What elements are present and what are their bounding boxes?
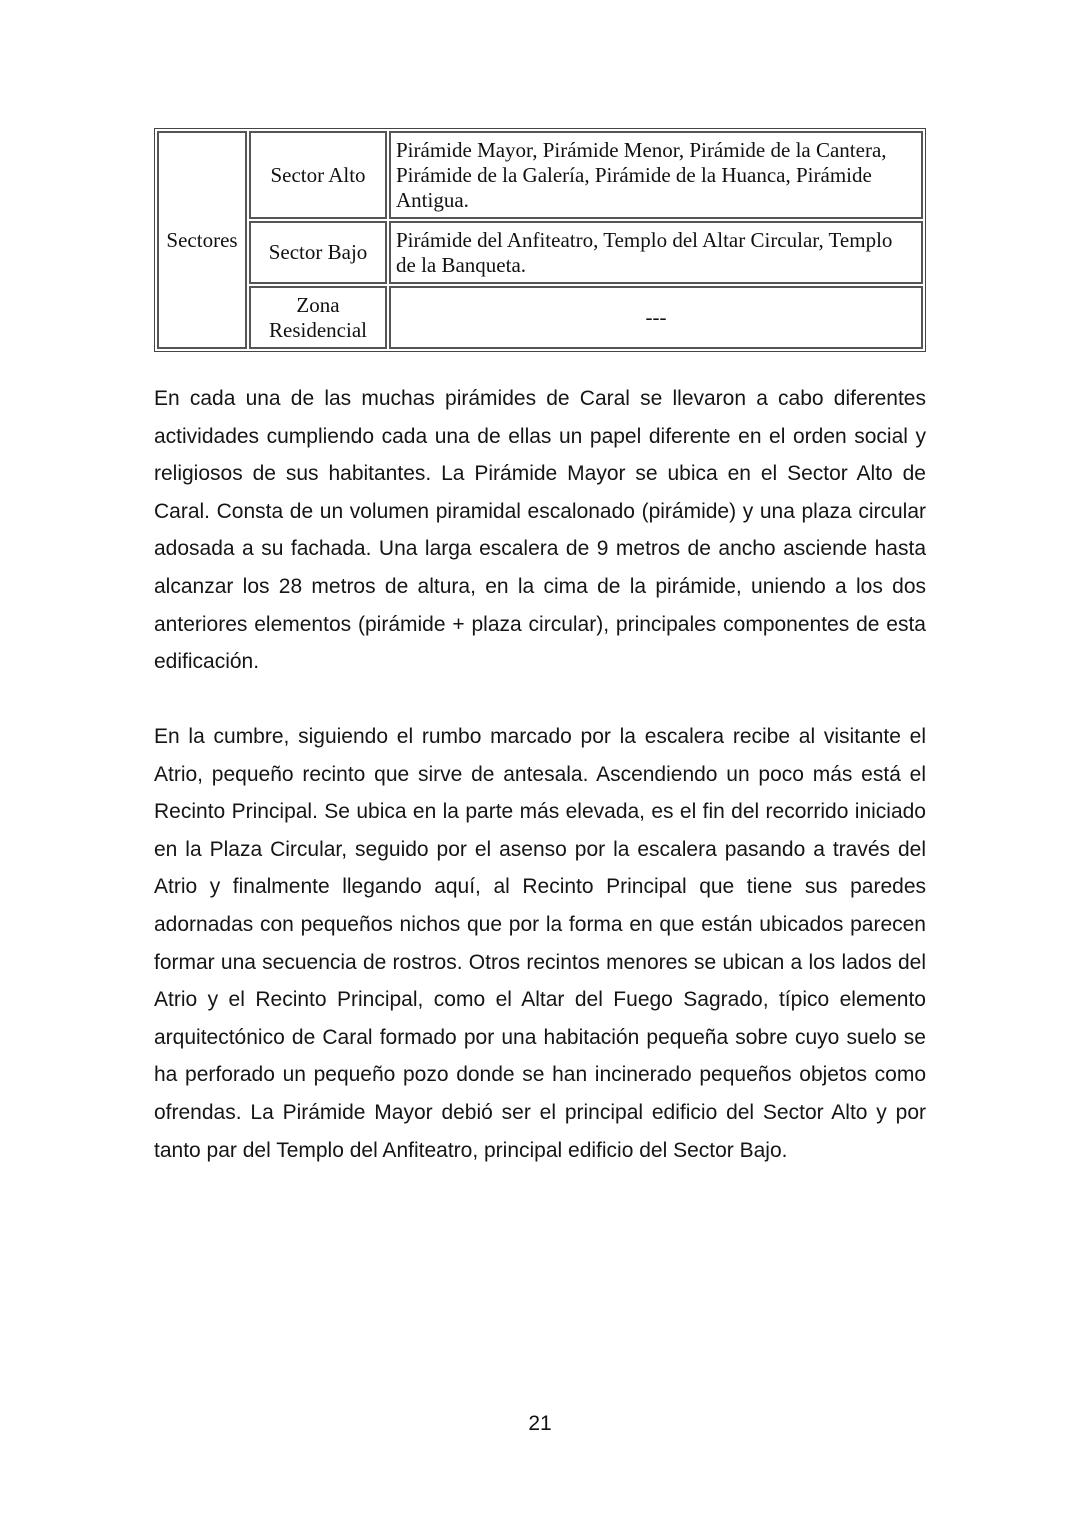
sector-content-cell: Pirámide Mayor, Pirámide Menor, Pirámide de la Cantera, Pirámide de la Galería, Pirámide de la Huanca, Pirámide Antigua.: [389, 131, 923, 219]
body-paragraph: En cada una de las muchas pirámides de Caral se llevaron a cabo diferentes actividades cumpliendo cada una de ellas un papel diferente en el orden social y religiosos de sus habitantes. La Pirámide Mayor se ubica en el Sector Alto de Caral. Consta de un volumen piramidal escalonado (pirámide) y una plaza circular adosada a su fachada. Una larga escalera de 9 metros de ancho asciende hasta alcanzar los 28 metros de altura, en la cima de la pirámide, uniendo a los dos anteriores elementos (pirámide + plaza circular), principales componentes de esta edificación.: [154, 387, 926, 674]
table-row: [157, 221, 923, 284]
sector-name-cell: Zona Residencial: [249, 286, 387, 349]
group-label-cell: Sectores: [157, 131, 247, 349]
sectors-table-container: [154, 128, 926, 352]
sector-content-cell: ---: [389, 286, 923, 349]
sector-content-cell: Pirámide del Anfiteatro, Templo del Altar Circular, Templo de la Banqueta.: [389, 221, 923, 284]
body-paragraph: En la cumbre, siguiendo el rumbo marcado por la escalera recibe al visitante el Atrio, pequeño recinto que sirve de antesala. Ascendiendo un poco más está el Recinto Principal. Se ubica en la parte más elevada, es el fin del recorrido iniciado en la Plaza Circular, seguido por el asenso por la escalera pasando a través del Atrio y finalmente llegando aquí, al Recinto Principal que tiene sus paredes adornadas con pequeños nichos que por la forma en que están ubicados parecen formar una secuencia de rostros. Otros recintos menores se ubican a los lados del Atrio y el Recinto Principal, como el Altar del Fuego Sagrado, típico elemento arquitectónico de Caral formado por una habitación pequeña sobre cuyo suelo se ha perforado un pequeño pozo donde se han incinerado pequeños objetos como ofrendas. La Pirámide Mayor debió ser el principal edificio del Sector Alto y por tanto par del Templo del Anfiteatro, principal edificio del Sector Bajo.: [154, 725, 926, 1162]
sector-name-cell: Sector Bajo: [249, 221, 387, 284]
table-row: [157, 131, 923, 219]
sector-name-cell: Sector Alto: [249, 131, 387, 219]
table-row: [157, 286, 923, 349]
page-number: 21: [528, 1412, 552, 1435]
sectors-table: [154, 128, 926, 352]
